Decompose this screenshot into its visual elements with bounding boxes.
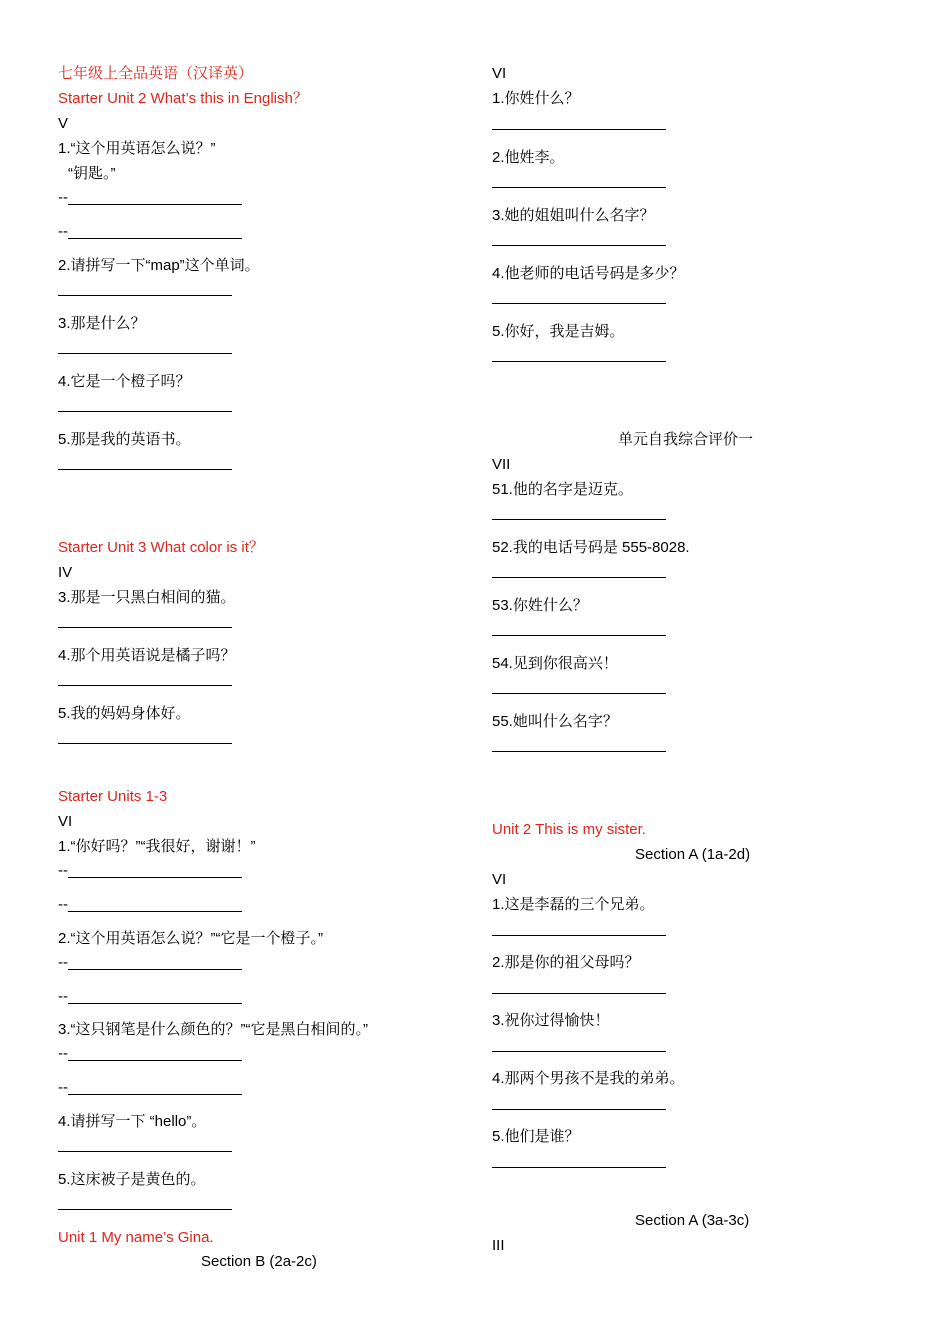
answer-line[interactable]	[492, 1109, 666, 1110]
part-label: VI	[58, 813, 73, 830]
question-text: 3.“这只钢笔是什么颜色的？”“它是黑白相间的。”	[58, 1021, 368, 1038]
answer-line[interactable]	[68, 911, 242, 912]
answer-line[interactable]	[492, 577, 666, 578]
doc-title: 七年级上全品英语（汉译英）	[58, 65, 254, 82]
question-text: 4.它是一个橙子吗？	[58, 373, 191, 390]
dash-marker: --	[58, 862, 68, 879]
question-text: 5.你好，我是吉姆。	[492, 323, 625, 340]
question-text: 2.那是你的祖父母吗？	[492, 954, 640, 971]
question-text: 3.那是什么？	[58, 315, 146, 332]
answer-line[interactable]	[492, 361, 666, 362]
question-text: 1.“这个用英语怎么说？”	[58, 140, 216, 157]
part-label: IV	[58, 564, 73, 581]
answer-line[interactable]	[58, 469, 232, 470]
answer-line[interactable]	[492, 1167, 666, 1168]
part-label: VI	[492, 871, 507, 888]
answer-line[interactable]	[58, 411, 232, 412]
question-text: “钥匙。”	[68, 165, 116, 182]
question-text: 5.我的妈妈身体好。	[58, 705, 191, 722]
answer-line[interactable]	[68, 877, 242, 878]
section-heading-starter-units-1-3: Starter Units 1-3	[58, 788, 168, 805]
question-text: 4.那两个男孩不是我的弟弟。	[492, 1070, 685, 1087]
question-text: 2.他姓李。	[492, 149, 565, 166]
answer-line[interactable]	[68, 1094, 242, 1095]
question-text: 4.他老师的电话号码是多少？	[492, 265, 685, 282]
answer-line[interactable]	[492, 519, 666, 520]
answer-line[interactable]	[68, 969, 242, 970]
question-text: 2.“这个用英语怎么说？”“它是一个橙子。”	[58, 930, 323, 947]
question-text: 1.“你好吗？”“我很好，谢谢！”	[58, 838, 256, 855]
answer-line[interactable]	[492, 303, 666, 304]
dash-marker: --	[58, 223, 68, 240]
answer-line[interactable]	[58, 1209, 232, 1210]
part-label: VII	[492, 456, 511, 473]
part-label: VI	[492, 65, 507, 82]
subsection-label: Section B (2a-2c)	[201, 1253, 317, 1270]
answer-line[interactable]	[58, 685, 232, 686]
section-heading-starter-unit-2: Starter Unit 2 What’s this in English？	[58, 90, 308, 107]
answer-line[interactable]	[492, 993, 666, 994]
answer-line[interactable]	[68, 1060, 242, 1061]
question-text: 53.你姓什么？	[492, 597, 588, 614]
answer-line[interactable]	[492, 245, 666, 246]
subsection-label: Section A (3a-3c)	[635, 1212, 750, 1229]
part-label: V	[58, 115, 69, 132]
section-heading-unit-1: Unit 1 My name’s Gina.	[58, 1229, 214, 1246]
section-heading-unit-2: Unit 2 This is my sister.	[492, 821, 646, 838]
answer-line[interactable]	[492, 1051, 666, 1052]
question-text: 3.她的姐姐叫什么名字？	[492, 207, 655, 224]
question-text: 51.他的名字是迈克。	[492, 481, 633, 498]
dash-marker: --	[58, 954, 68, 971]
question-text: 5.他们是谁？	[492, 1128, 580, 1145]
question-text: 5.那是我的英语书。	[58, 431, 191, 448]
answer-line[interactable]	[492, 751, 666, 752]
answer-line[interactable]	[68, 1003, 242, 1004]
dash-marker: --	[58, 1079, 68, 1096]
answer-line[interactable]	[58, 353, 232, 354]
question-text: 4.请拼写一下 “hello”。	[58, 1113, 207, 1130]
answer-line[interactable]	[492, 693, 666, 694]
dash-marker: --	[58, 896, 68, 913]
answer-line[interactable]	[58, 295, 232, 296]
question-text: 2.请拼写一下“map”这个单词。	[58, 257, 260, 274]
question-text: 5.这床被子是黄色的。	[58, 1171, 206, 1188]
evaluation-heading: 单元自我综合评价一	[618, 431, 754, 448]
question-text: 3.那是一只黑白相间的猫。	[58, 589, 236, 606]
question-text: 1.这是李磊的三个兄弟。	[492, 896, 655, 913]
question-text: 54.见到你很高兴！	[492, 655, 618, 672]
question-text: 3.祝你过得愉快！	[492, 1012, 610, 1029]
answer-line[interactable]	[68, 238, 242, 239]
question-text: 1.你姓什么？	[492, 90, 580, 107]
dash-marker: --	[58, 1045, 68, 1062]
section-heading-starter-unit-3: Starter Unit 3 What color is it？	[58, 539, 264, 556]
question-text: 55.她叫什么名字？	[492, 713, 618, 730]
answer-line[interactable]	[68, 204, 242, 205]
answer-line[interactable]	[58, 1151, 232, 1152]
question-text: 52.我的电话号码是 555-8028.	[492, 539, 690, 556]
part-label: III	[492, 1237, 505, 1254]
answer-line[interactable]	[58, 743, 232, 744]
question-text: 4.那个用英语说是橘子吗？	[58, 647, 236, 664]
answer-line[interactable]	[58, 627, 232, 628]
dash-marker: --	[58, 988, 68, 1005]
subsection-label: Section A (1a-2d)	[635, 846, 751, 863]
answer-line[interactable]	[492, 187, 666, 188]
answer-line[interactable]	[492, 935, 666, 936]
answer-line[interactable]	[492, 635, 666, 636]
answer-line[interactable]	[492, 129, 666, 130]
dash-marker: --	[58, 189, 68, 206]
